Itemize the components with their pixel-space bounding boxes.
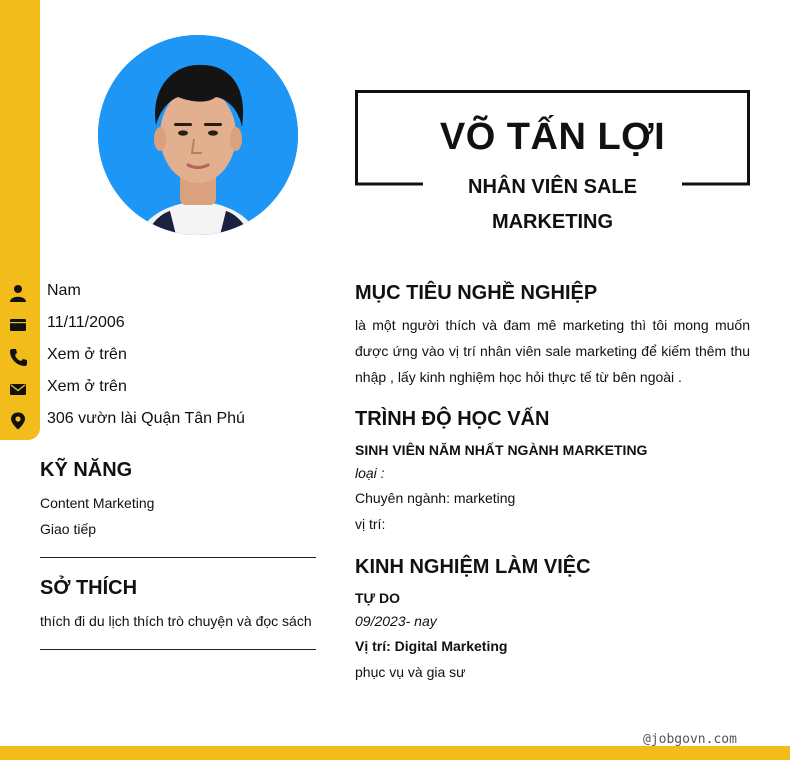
skill-item: Giao tiếp xyxy=(40,521,97,537)
education-heading: TRÌNH ĐỘ HỌC VẤN xyxy=(355,408,550,430)
contact-address xyxy=(0,406,300,434)
phone-icon xyxy=(9,348,27,366)
name-box xyxy=(355,90,750,233)
full-name: VÕ TẤN LỢI xyxy=(439,116,666,158)
person-icon xyxy=(9,284,27,302)
profile-photo xyxy=(98,35,298,235)
accent-bottom-bar xyxy=(0,746,790,760)
experience-period: 09/2023- nay xyxy=(355,613,437,629)
watermark: @jobgovn.com xyxy=(643,732,737,747)
education-school: SINH VIÊN NĂM NHẤT NGÀNH MARKETING xyxy=(355,442,648,458)
education-major: Chuyên ngành: marketing xyxy=(355,490,516,506)
job-title-line-1: NHÂN VIÊN SALE xyxy=(468,176,637,198)
education-grade: loại : xyxy=(355,465,385,481)
experience-company: TỰ DO xyxy=(355,590,401,606)
contact-gender xyxy=(0,278,300,306)
divider xyxy=(40,557,316,558)
objective-heading: MỤC TIÊU NGHỀ NGHIỆP xyxy=(355,282,598,304)
contact-address-value: 306 vườn lài Quận Tân Phú xyxy=(47,410,245,427)
location-icon xyxy=(9,412,27,430)
contact-gender-value: Nam xyxy=(47,282,81,299)
skill-item: Content Marketing xyxy=(40,495,155,511)
contact-birthday-value: 11/11/2006 xyxy=(47,314,125,331)
email-icon xyxy=(9,380,27,398)
objective-text: là một người thích và đam mê marketing thì tôi mong muốn được ứng vào vị trí nhân viên sale marketing để kiếm thêm thu nhập , lấy kinh nghiệm học hỏi thực tế từ bên ngoài . xyxy=(355,317,750,385)
contact-birthday xyxy=(0,310,300,338)
job-title-line-2: MARKETING xyxy=(491,211,614,233)
divider xyxy=(40,649,316,650)
contact-email xyxy=(0,374,300,402)
hobbies-text: thích đi du lịch thích trò chuyện và đọc sách xyxy=(40,613,312,629)
contact-email-value: Xem ở trên xyxy=(47,378,127,395)
hobbies-heading: SỞ THÍCH xyxy=(40,577,138,599)
experience-role: Vị trí: Digital Marketing xyxy=(355,638,508,654)
job-title xyxy=(355,170,750,240)
skills-heading: KỸ NĂNG xyxy=(40,459,133,481)
contact-phone-value: Xem ở trên xyxy=(47,346,127,363)
experience-heading: KINH NGHIỆM LÀM VIỆC xyxy=(355,556,591,578)
calendar-icon xyxy=(9,316,27,334)
education-position: vị trí: xyxy=(355,516,386,532)
contact-phone xyxy=(0,342,300,370)
experience-description: phục vụ và gia sư xyxy=(355,664,466,680)
